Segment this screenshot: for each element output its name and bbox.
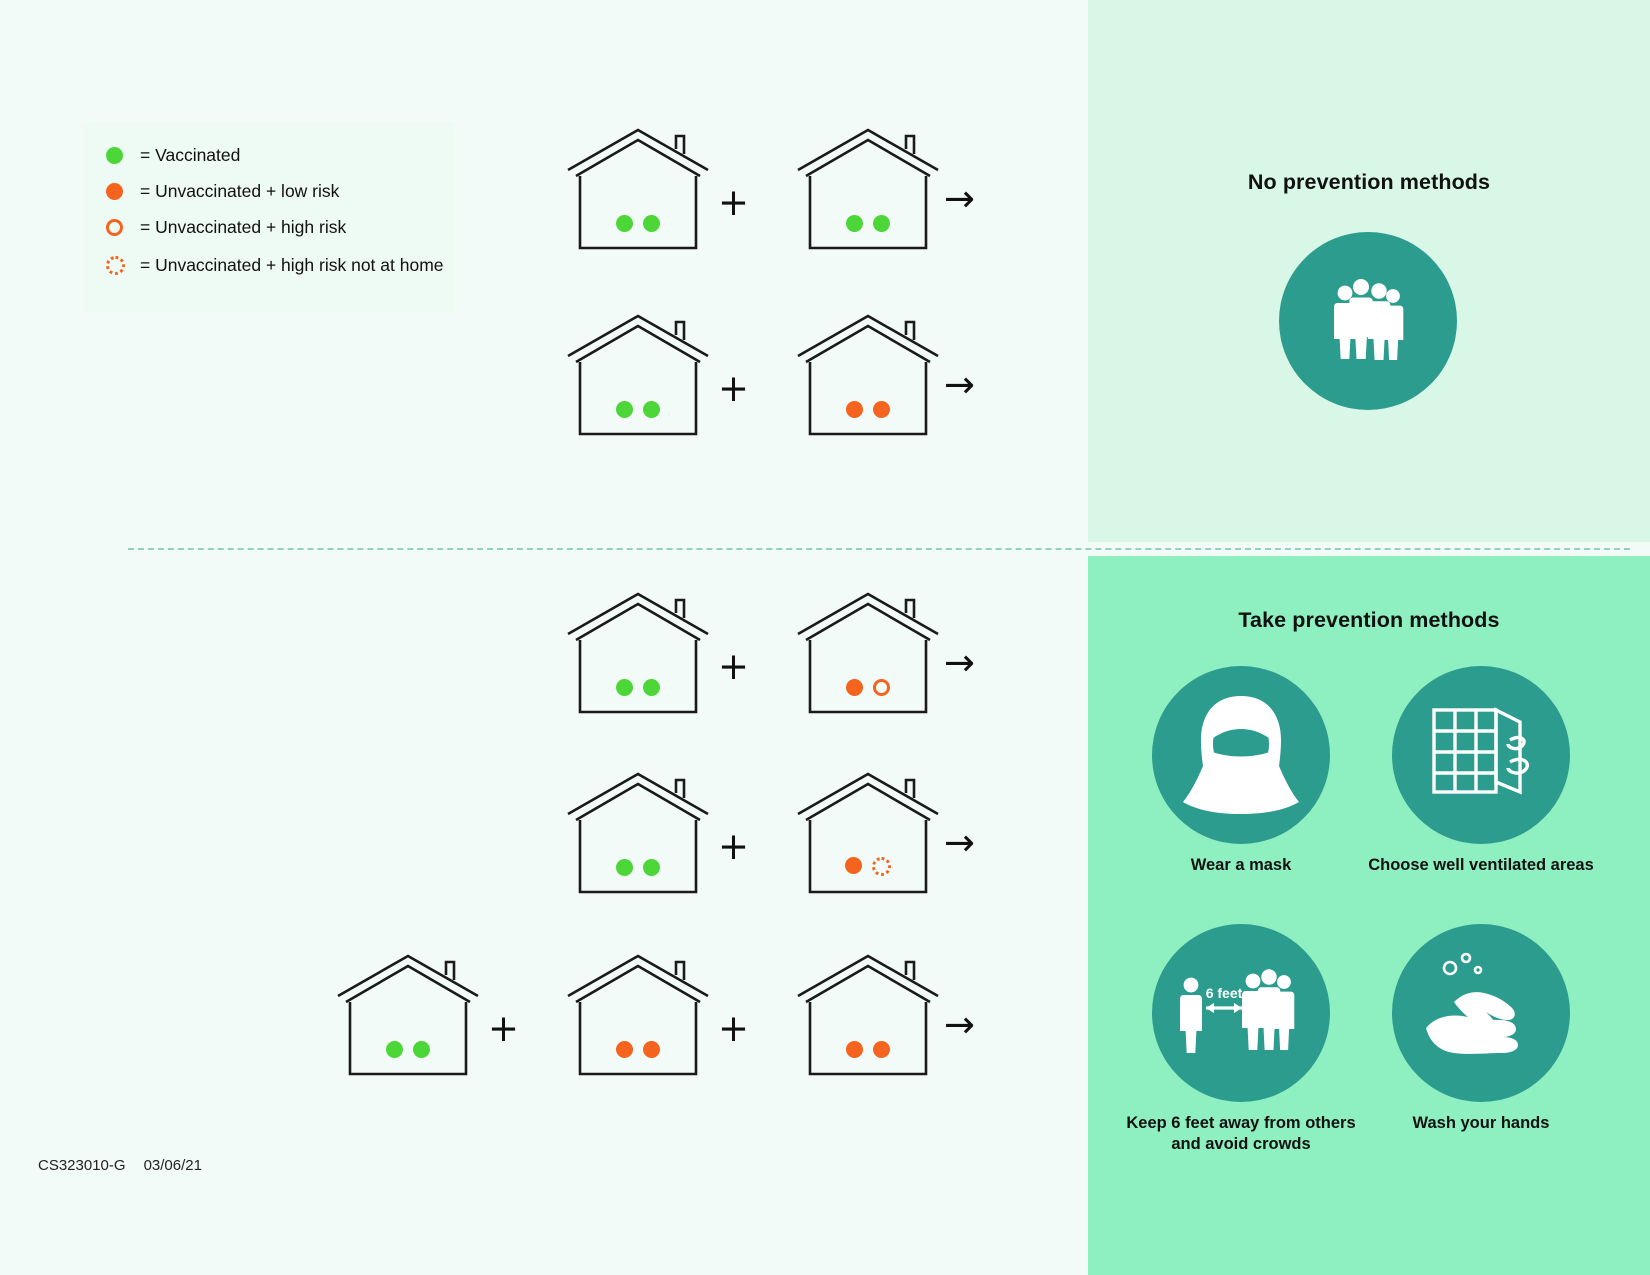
prevention-method-wash-hands	[1361, 924, 1601, 1134]
house-occupants	[788, 401, 948, 418]
house	[558, 768, 718, 898]
washing-hands-icon	[1392, 924, 1570, 1102]
person-wearing-mask-icon	[1152, 666, 1330, 844]
prevention-method-caption: Wash your hands	[1412, 1114, 1550, 1132]
orange-filled-dot-icon	[873, 1041, 890, 1058]
house	[558, 950, 718, 1080]
plus-operator: +	[488, 1007, 520, 1050]
green-filled-dot-icon	[846, 215, 863, 232]
six-feet-distance-icon	[1152, 924, 1330, 1102]
prevention-method-distance	[1121, 924, 1361, 1154]
orange-filled-dot-icon	[846, 401, 863, 418]
house	[558, 588, 718, 718]
prevention-method-caption: Keep 6 feet away from others and avoid crowds	[1126, 1114, 1356, 1153]
green-filled-dot-icon	[106, 147, 132, 164]
legend	[84, 122, 455, 312]
orange-dashed-ring-dot-icon	[106, 256, 132, 275]
house-occupants	[788, 215, 948, 232]
plus-operator: +	[718, 1007, 750, 1050]
orange-filled-dot-icon	[846, 1041, 863, 1058]
legend-item-unvaccinated-high-risk-not-at-home	[106, 252, 444, 278]
house	[788, 950, 948, 1080]
house	[788, 310, 948, 440]
legend-item-label: = Unvaccinated + low risk	[140, 180, 340, 201]
legend-item-unvaccinated-high-risk	[106, 214, 346, 240]
take-prevention-panel-title: Take prevention methods	[1238, 608, 1500, 632]
orange-ring-dot-icon	[106, 219, 132, 236]
result-arrow: →	[944, 641, 976, 684]
footer-doc-id: CS323010-G	[38, 1157, 126, 1174]
green-filled-dot-icon	[643, 859, 660, 876]
house-occupants	[788, 1041, 948, 1058]
house-occupants	[558, 215, 718, 232]
prevention-method-caption: Wear a mask	[1190, 856, 1292, 874]
orange-filled-dot-icon	[106, 183, 132, 200]
orange-ring-dot-icon	[873, 679, 890, 696]
no-prevention-panel-title: No prevention methods	[1247, 170, 1491, 194]
green-filled-dot-icon	[616, 859, 633, 876]
green-filled-dot-icon	[386, 1041, 403, 1058]
house-occupants	[788, 679, 948, 696]
house	[558, 310, 718, 440]
legend-item-label: = Vaccinated	[140, 144, 241, 165]
orange-filled-dot-icon	[846, 679, 863, 696]
plus-operator: +	[718, 367, 750, 410]
result-arrow: →	[944, 363, 976, 406]
result-arrow: →	[944, 177, 976, 220]
legend-item-unvaccinated-low-risk	[106, 178, 339, 204]
house-occupants	[558, 859, 718, 876]
house	[788, 768, 948, 898]
footer-date: 03/06/21	[143, 1157, 202, 1174]
plus-operator: +	[718, 181, 750, 224]
green-filled-dot-icon	[873, 215, 890, 232]
open-window-ventilation-icon	[1392, 666, 1570, 844]
green-filled-dot-icon	[616, 679, 633, 696]
orange-filled-dot-icon	[643, 1041, 660, 1058]
six-feet-annotation: 6 feet	[1205, 985, 1243, 1001]
house-occupants	[558, 401, 718, 418]
house-occupants	[788, 857, 948, 876]
section-divider	[128, 548, 1630, 550]
prevention-method-wear-a-mask	[1121, 666, 1361, 876]
orange-filled-dot-icon	[873, 401, 890, 418]
result-arrow: →	[944, 821, 976, 864]
house	[788, 588, 948, 718]
house-occupants	[558, 679, 718, 696]
green-filled-dot-icon	[643, 679, 660, 696]
orange-filled-dot-icon	[845, 857, 862, 874]
no-prevention-panel	[1088, 0, 1650, 542]
orange-filled-dot-icon	[616, 1041, 633, 1058]
house	[788, 124, 948, 254]
plus-operator: +	[718, 825, 750, 868]
group-of-people-icon	[1279, 232, 1457, 410]
take-prevention-panel	[1088, 556, 1650, 1275]
legend-item-label: = Unvaccinated + high risk	[140, 216, 347, 237]
prevention-method-ventilation	[1361, 666, 1601, 876]
footer	[38, 1157, 202, 1174]
result-arrow: →	[944, 1003, 976, 1046]
green-filled-dot-icon	[413, 1041, 430, 1058]
house	[558, 124, 718, 254]
plus-operator: +	[718, 645, 750, 688]
legend-item-vaccinated	[106, 142, 240, 168]
prevention-method-caption: Choose well ventilated areas	[1368, 856, 1594, 874]
green-filled-dot-icon	[643, 215, 660, 232]
green-filled-dot-icon	[616, 215, 633, 232]
green-filled-dot-icon	[643, 401, 660, 418]
house-occupants	[328, 1041, 488, 1058]
green-filled-dot-icon	[616, 401, 633, 418]
orange-dashed-ring-dot-icon	[872, 857, 891, 876]
house	[328, 950, 488, 1080]
legend-item-label: = Unvaccinated + high risk not at home	[140, 254, 444, 275]
house-occupants	[558, 1041, 718, 1058]
